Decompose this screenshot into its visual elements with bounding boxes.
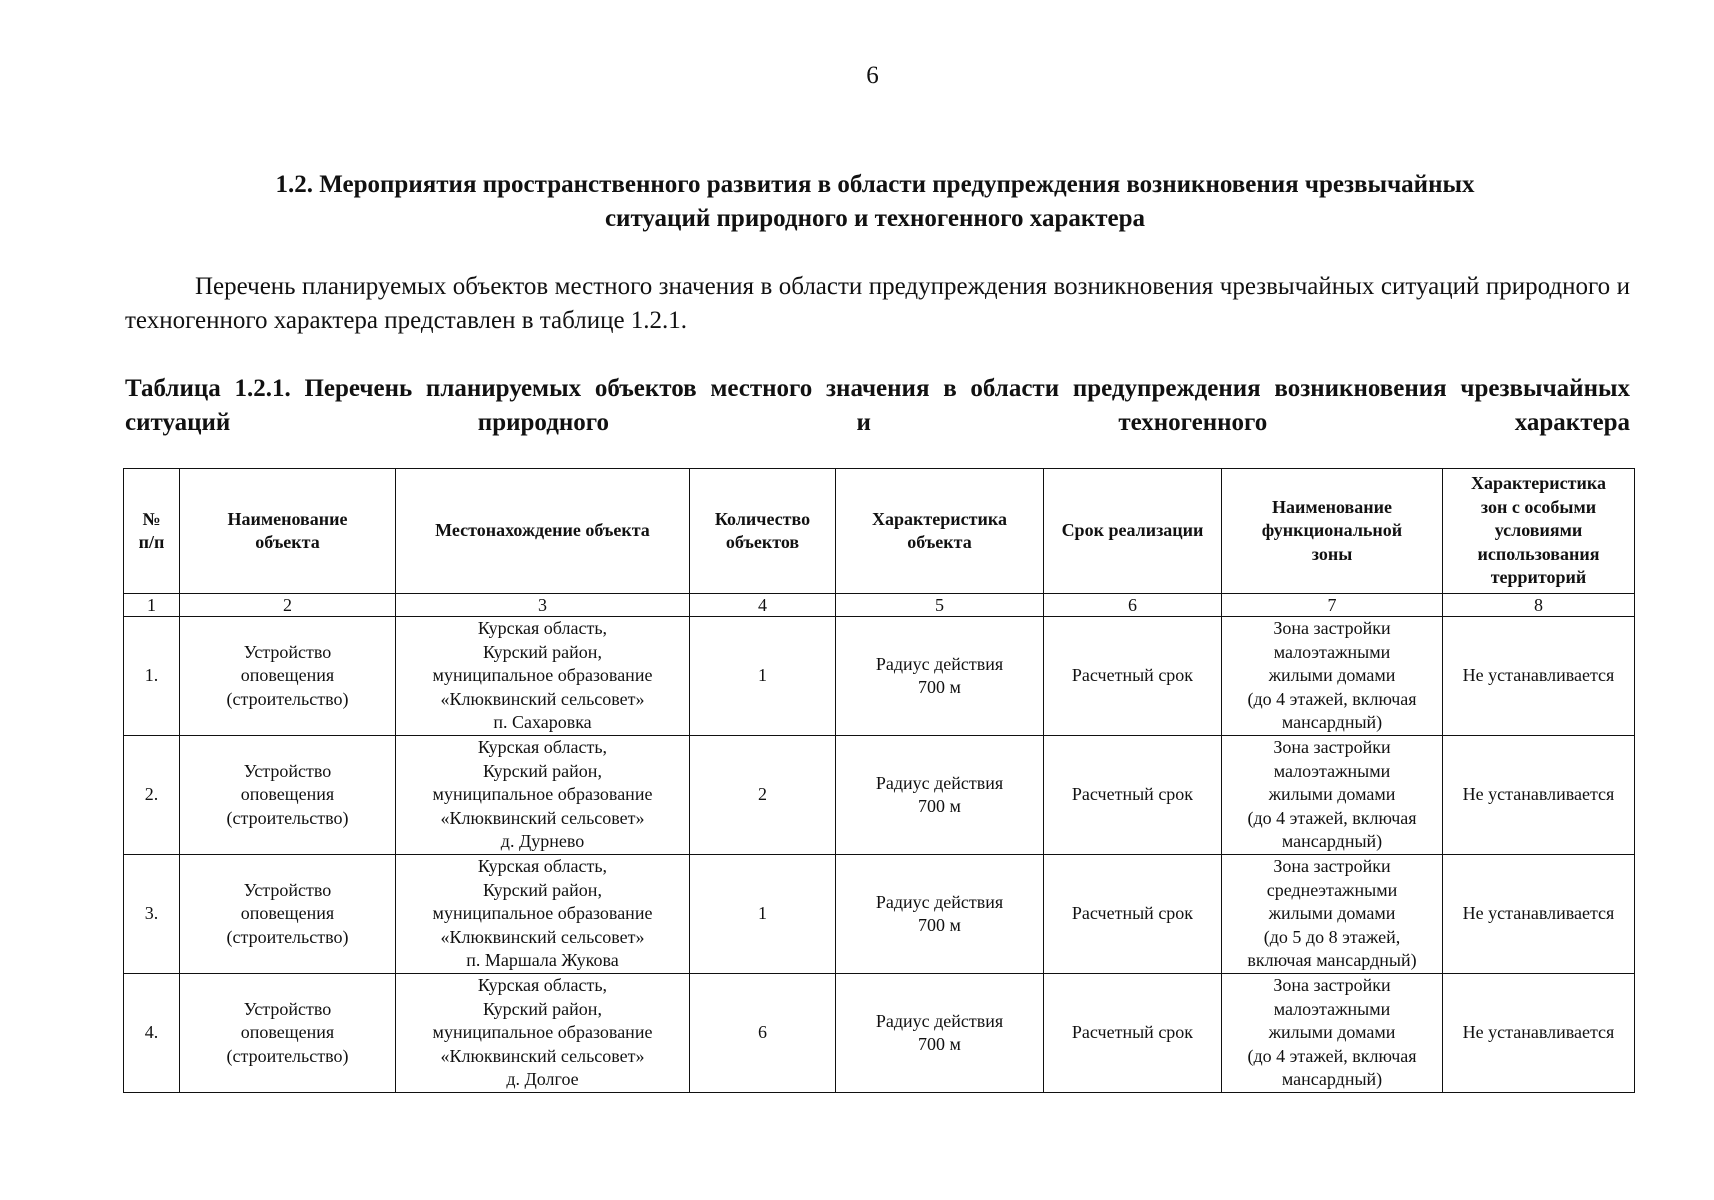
special-conditions: Не устанавливается: [1443, 855, 1635, 974]
object-count: 2: [690, 736, 836, 855]
header-cell-characteristic: Характеристика объекта: [836, 469, 1044, 594]
object-location: Курская область, Курский район, муниципальное образование «Клюквинский сельсовет» д. Дурнево: [396, 736, 690, 855]
special-conditions: Не устанавливается: [1443, 617, 1635, 736]
column-number-cell: 3: [396, 594, 690, 617]
table-body: [124, 594, 1635, 1093]
table-row: [124, 855, 1635, 974]
implementation-term: Расчетный срок: [1044, 855, 1222, 974]
column-number-row: [124, 594, 1635, 617]
object-count: 6: [690, 974, 836, 1093]
functional-zone: Зона застройки среднеэтажными жилыми домами (до 5 до 8 этажей, включая мансардный): [1222, 855, 1443, 974]
object-name: Устройство оповещения (строительство): [180, 855, 396, 974]
object-count: 1: [690, 855, 836, 974]
implementation-term: Расчетный срок: [1044, 974, 1222, 1093]
special-conditions: Не устанавливается: [1443, 736, 1635, 855]
object-location: Курская область, Курский район, муниципальное образование «Клюквинский сельсовет» п. Сахаровка: [396, 617, 690, 736]
implementation-term: Расчетный срок: [1044, 736, 1222, 855]
header-row: [124, 469, 1635, 594]
functional-zone: Зона застройки малоэтажными жилыми домами (до 4 этажей, включая мансардный): [1222, 736, 1443, 855]
implementation-term: Расчетный срок: [1044, 617, 1222, 736]
column-number-cell: 7: [1222, 594, 1443, 617]
intro-paragraph: Перечень планируемых объектов местного значения в области предупреждения возникновения чрезвычайных ситуаций природного и техногенного характера представлен в таблице 1.2.1.: [125, 273, 1630, 334]
table-caption: Таблица 1.2.1. Перечень планируемых объектов местного значения в области предупреждения возникновения чрезвычайных ситуаций природного и техногенного характера: [125, 375, 1630, 436]
object-location: Курская область, Курский район, муниципальное образование «Клюквинский сельсовет» д. Долгое: [396, 974, 690, 1093]
object-location: Курская область, Курский район, муниципальное образование «Клюквинский сельсовет» п. Маршала Жукова: [396, 855, 690, 974]
table-row: [124, 974, 1635, 1093]
header-cell-count: Количество объектов: [690, 469, 836, 594]
column-number-cell: 1: [124, 594, 180, 617]
object-characteristic: Радиус действия 700 м: [836, 855, 1044, 974]
object-name: Устройство оповещения (строительство): [180, 617, 396, 736]
special-conditions: Не устанавливается: [1443, 974, 1635, 1093]
column-number-cell: 2: [180, 594, 396, 617]
row-number: 2.: [124, 736, 180, 855]
header-cell-number: № п/п: [124, 469, 180, 594]
object-characteristic: Радиус действия 700 м: [836, 617, 1044, 736]
row-number: 4.: [124, 974, 180, 1093]
table-row: [124, 736, 1635, 855]
object-count: 1: [690, 617, 836, 736]
column-number-cell: 8: [1443, 594, 1635, 617]
column-number-cell: 4: [690, 594, 836, 617]
header-cell-term: Срок реализации: [1044, 469, 1222, 594]
object-name: Устройство оповещения (строительство): [180, 736, 396, 855]
functional-zone: Зона застройки малоэтажными жилыми домами (до 4 этажей, включая мансардный): [1222, 617, 1443, 736]
object-characteristic: Радиус действия 700 м: [836, 736, 1044, 855]
header-cell-zone: Наименование функциональной зоны: [1222, 469, 1443, 594]
table-header: [124, 469, 1635, 594]
functional-zone: Зона застройки малоэтажными жилыми домами (до 4 этажей, включая мансардный): [1222, 974, 1443, 1093]
section-title-line: 1.2. Мероприятия пространственного развития в области предупреждения возникновения чрезвычайных: [275, 171, 1475, 198]
section-title-line: ситуаций природного и техногенного характера: [604, 205, 1146, 232]
header-cell-special-conditions: Характеристика зон с особыми условиями использования территорий: [1443, 469, 1635, 594]
header-cell-name: Наименование объекта: [180, 469, 396, 594]
column-number-cell: 6: [1044, 594, 1222, 617]
table-row: [124, 617, 1635, 736]
column-number-cell: 5: [836, 594, 1044, 617]
row-number: 3.: [124, 855, 180, 974]
object-characteristic: Радиус действия 700 м: [836, 974, 1044, 1093]
page-number: 6: [866, 62, 879, 89]
row-number: 1.: [124, 617, 180, 736]
object-name: Устройство оповещения (строительство): [180, 974, 396, 1093]
objects-table: [123, 468, 1635, 1093]
section-title: [150, 168, 1600, 236]
header-cell-location: Местонахождение объекта: [396, 469, 690, 594]
